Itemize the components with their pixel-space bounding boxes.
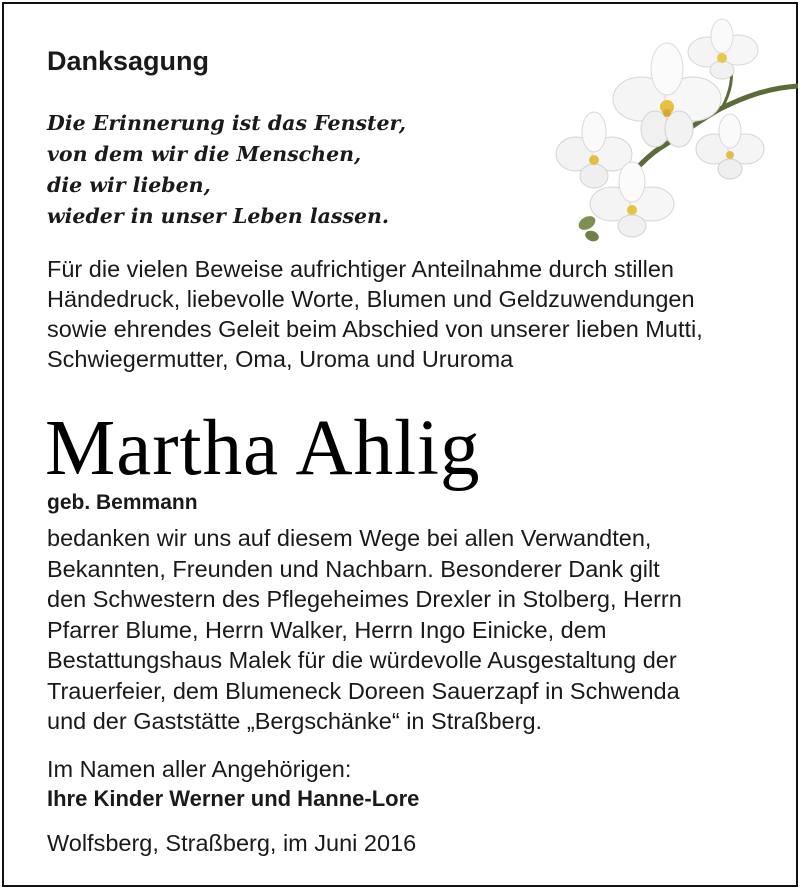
- quote-line: Die Erinnerung ist das Fenster,: [47, 111, 407, 135]
- thanks-paragraph: [47, 523, 792, 737]
- body-line: Bestattungshaus Malek für die würdevolle Ausgestaltung der: [47, 647, 677, 673]
- intro-line: Für die vielen Beweise aufrichtiger Anteilnahme durch stillen: [47, 256, 674, 282]
- signers: Ihre Kinder Werner und Hanne-Lore: [47, 786, 420, 811]
- closing-block: [47, 754, 419, 814]
- quote-line: die wir lieben,: [47, 173, 211, 197]
- closing-line: Im Namen aller Angehörigen:: [47, 756, 352, 782]
- memorial-quote: [47, 108, 467, 232]
- white-orchid-icon: [552, 18, 798, 244]
- maiden-name: geb. Bemmann: [47, 491, 198, 514]
- quote-line: von dem wir die Menschen,: [47, 142, 362, 166]
- body-line: bedanken wir uns auf diesem Wege bei allen Verwandten,: [47, 525, 652, 551]
- intro-line: sowie ehrendes Geleit beim Abschied von unserer lieben Mutti,: [47, 316, 703, 342]
- quote-line: wieder in unser Leben lassen.: [47, 204, 390, 228]
- intro-paragraph: [47, 254, 787, 374]
- deceased-name: Martha Ahlig: [45, 405, 481, 492]
- obituary-notice: [2, 2, 798, 887]
- intro-line: Schwiegermutter, Oma, Uroma und Ururoma: [47, 346, 514, 372]
- body-line: Pfarrer Blume, Herrn Walker, Herrn Ingo Einicke, dem: [47, 616, 607, 643]
- place-date: Wolfsberg, Straßberg, im Juni 2016: [47, 830, 417, 856]
- body-line: Trauerfeier, dem Blumeneck Doreen Sauerzapf in Schwenda: [47, 677, 680, 704]
- body-line: und der Gaststätte „Bergschänke“ in Straßberg.: [47, 708, 543, 734]
- notice-heading: Danksagung: [47, 46, 210, 76]
- body-line: den Schwestern des Pflegeheimes Drexler in Stolberg, Herrn: [47, 586, 682, 612]
- intro-line: Händedruck, liebevolle Worte, Blumen und Geldzuwendungen: [47, 286, 695, 312]
- body-line: Bekannten, Freunden und Nachbarn. Besonderer Dank gilt: [47, 555, 660, 582]
